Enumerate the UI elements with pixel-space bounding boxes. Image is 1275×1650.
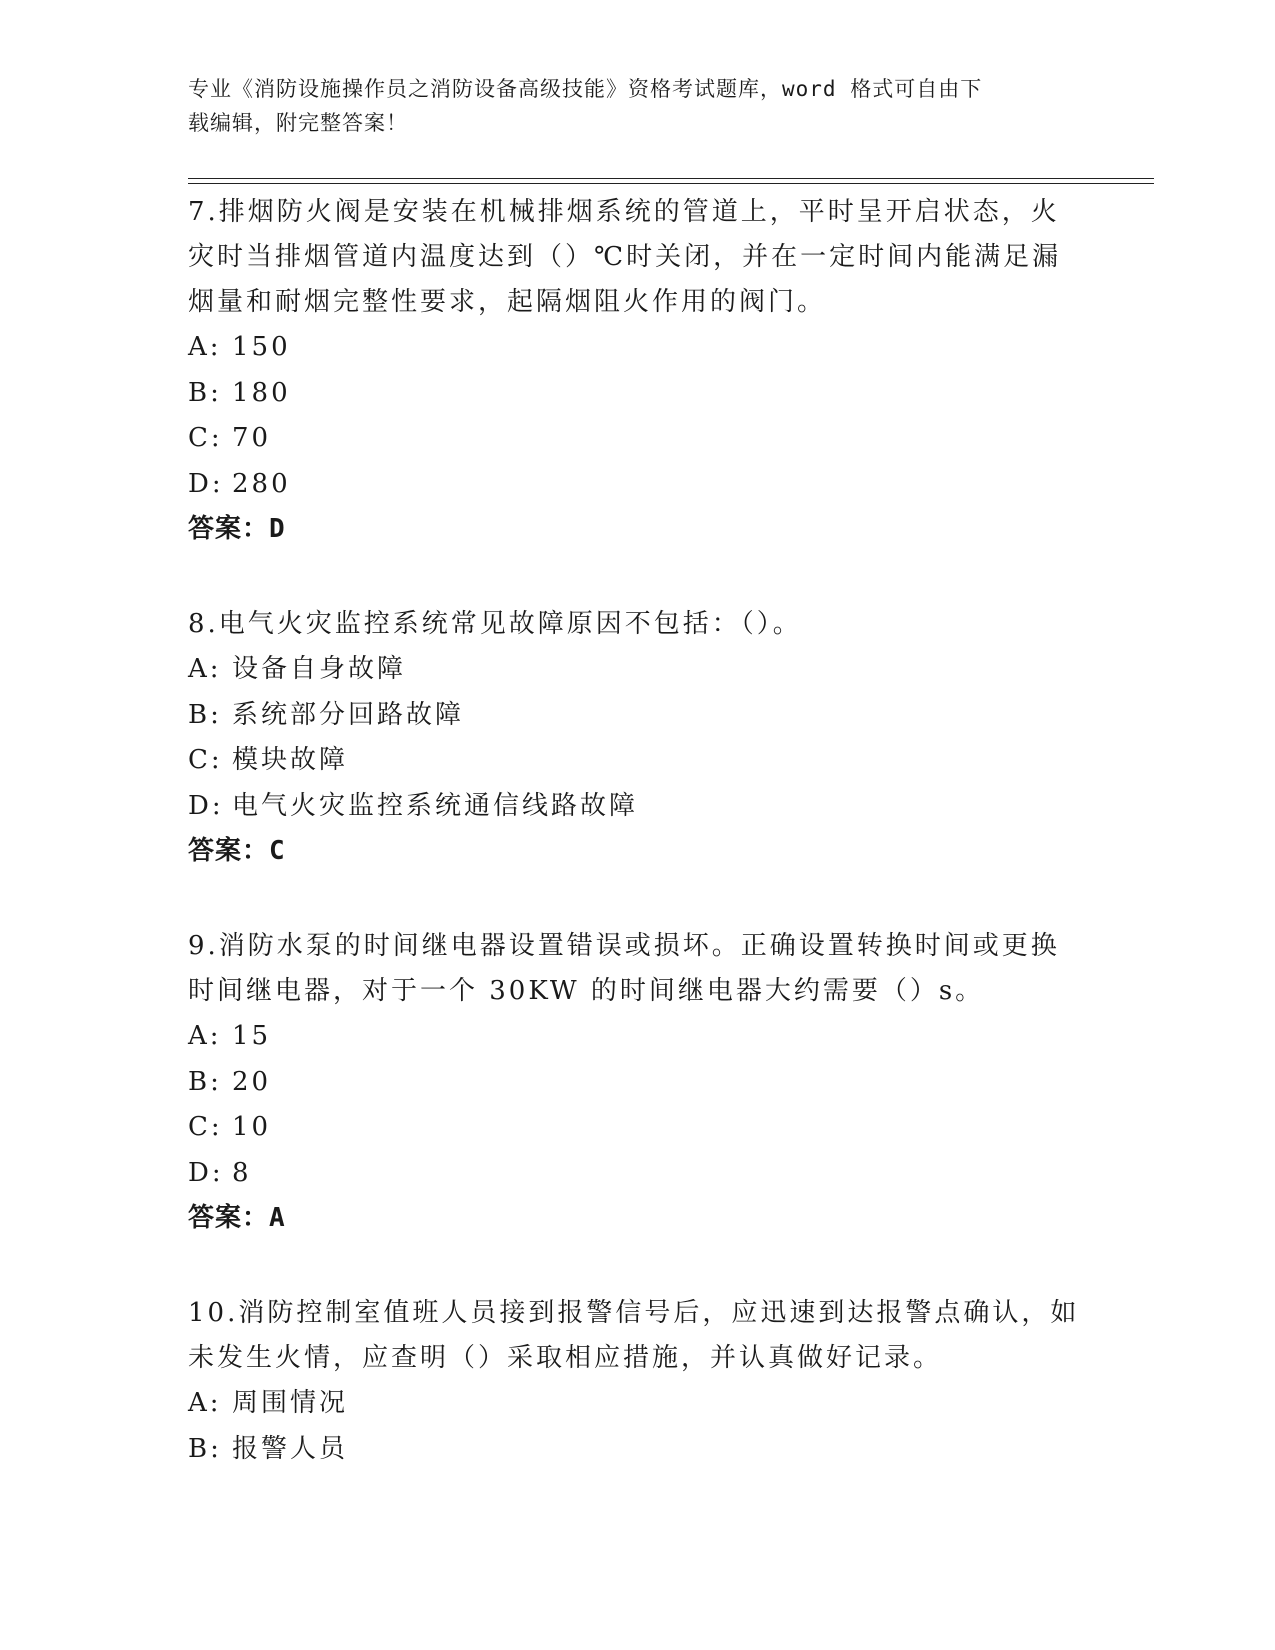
question-10 bbox=[188, 1291, 1088, 1472]
option-label: D: bbox=[188, 1157, 224, 1188]
answer-line: 答案：A bbox=[188, 1203, 286, 1233]
option-text: 10 bbox=[232, 1112, 272, 1142]
option-text: 周围情况 bbox=[232, 1388, 349, 1418]
question-text: 7.排烟防火阀是安装在机械排烟系统的管道上，平时呈开启状态，火灾时当排烟管道内温度达到（）℃时关闭，并在一定时间内能满足漏烟量和耐烟完整性要求，起隔烟阻火作用的阀门。 bbox=[188, 197, 1062, 317]
question-text: 9.消防水泵的时间继电器设置错误或损坏。正确设置转换时间或更换时间继电器，对于一个 30KW 的时间继电器大约需要（）s。 bbox=[188, 931, 1060, 1006]
option-label: C: bbox=[188, 745, 223, 775]
option-label: A: bbox=[188, 1388, 222, 1418]
option-label: A: bbox=[188, 332, 222, 362]
option-label: C: bbox=[188, 1112, 223, 1142]
option-text: 设备自身故障 bbox=[232, 654, 407, 684]
option-text: 系统部分回路故障 bbox=[232, 699, 465, 730]
question-text: 10.消防控制室值班人员接到报警信号后，应迅速到达报警点确认，如未发生火情，应查明（）采取相应措施，并认真做好记录。 bbox=[188, 1298, 1080, 1373]
option-b bbox=[188, 371, 1088, 417]
option-text: 模块故障 bbox=[232, 745, 349, 775]
header-line-2: 载编辑，附完整答案！ bbox=[188, 111, 408, 135]
question-7 bbox=[188, 190, 1088, 552]
option-label: C: bbox=[188, 423, 223, 453]
option-a bbox=[188, 1381, 1088, 1427]
option-label: B: bbox=[188, 699, 222, 730]
option-label: D: bbox=[188, 790, 224, 821]
option-b bbox=[188, 1427, 1088, 1473]
option-label: A: bbox=[188, 1021, 222, 1051]
option-text: 15 bbox=[232, 1021, 272, 1051]
option-label: D: bbox=[188, 468, 224, 499]
option-c bbox=[188, 416, 1088, 462]
option-label: B: bbox=[188, 377, 222, 408]
option-text: 180 bbox=[232, 377, 291, 408]
option-d bbox=[188, 784, 1088, 830]
document-header bbox=[188, 72, 1088, 140]
header-line-1: 专业《消防设施操作员之消防设备高级技能》资格考试题库，word 格式可自由下 bbox=[188, 77, 983, 101]
option-b bbox=[188, 1060, 1088, 1106]
option-a bbox=[188, 325, 1088, 371]
question-text: 8.电气火灾监控系统常见故障原因不包括：（）。 bbox=[188, 609, 802, 639]
option-text: 70 bbox=[232, 423, 272, 453]
option-d bbox=[188, 462, 1088, 508]
option-c bbox=[188, 738, 1088, 784]
option-text: 20 bbox=[232, 1066, 272, 1097]
option-a bbox=[188, 647, 1088, 693]
question-list bbox=[188, 190, 1088, 1522]
option-text: 8 bbox=[232, 1157, 252, 1188]
header-divider-top bbox=[188, 178, 1154, 179]
option-a bbox=[188, 1014, 1088, 1060]
option-label: B: bbox=[188, 1433, 222, 1464]
answer-line: 答案：D bbox=[188, 514, 286, 544]
option-label: B: bbox=[188, 1066, 222, 1097]
option-text: 280 bbox=[232, 468, 291, 499]
option-label: A: bbox=[188, 654, 222, 684]
option-text: 电气火灾监控系统通信线路故障 bbox=[232, 790, 639, 821]
question-8 bbox=[188, 602, 1088, 874]
option-b bbox=[188, 693, 1088, 739]
option-d bbox=[188, 1151, 1088, 1197]
option-c bbox=[188, 1105, 1088, 1151]
question-9 bbox=[188, 924, 1088, 1241]
option-text: 报警人员 bbox=[232, 1433, 349, 1464]
option-text: 150 bbox=[232, 332, 291, 362]
answer-line: 答案：C bbox=[188, 836, 286, 866]
header-divider-bottom bbox=[188, 183, 1154, 184]
